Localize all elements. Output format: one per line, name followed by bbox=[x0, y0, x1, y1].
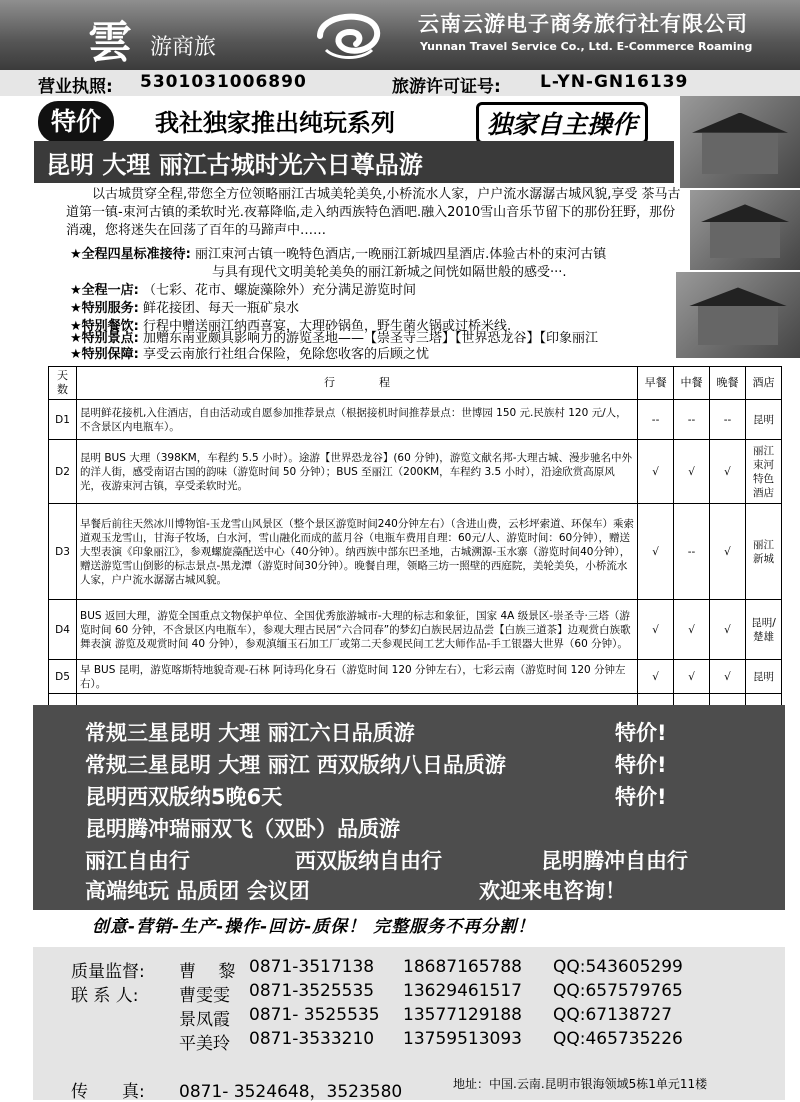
lunch-cell: √ bbox=[674, 600, 710, 660]
feature-label: ★特别保障: bbox=[70, 347, 139, 362]
series-heading: 我社独家推出纯玩系列 bbox=[155, 109, 395, 137]
promo-line: 欢迎来电咨询！ bbox=[479, 879, 626, 903]
contact-name: 曹 黎 bbox=[179, 962, 236, 982]
day-cell: D4 bbox=[49, 600, 77, 660]
travel-license-label: 旅游许可证号: bbox=[392, 77, 501, 97]
feature-text: 行程中赠送丽江纳西喜宴，大理砂锅鱼，野生菌火锅或过桥米线. bbox=[143, 319, 512, 334]
contact-name: 平美玲 bbox=[179, 1034, 230, 1054]
breakfast-cell: √ bbox=[638, 440, 674, 504]
feature-text: 加赠东南亚颇具影响力的游览圣地——【崇圣寺三塔】【世界恐龙谷】【印象丽江 bbox=[143, 331, 599, 346]
breakfast-cell: √ bbox=[638, 660, 674, 694]
feature-row bbox=[70, 282, 690, 300]
day-cell: D2 bbox=[49, 440, 77, 504]
feature-label: ★特别服务: bbox=[70, 301, 139, 316]
swirl-logo-icon bbox=[312, 6, 384, 62]
contact-qq: QQ:543605299 bbox=[553, 957, 683, 977]
contact-qq: QQ:657579765 bbox=[553, 981, 683, 1001]
business-license-label: 营业执照: bbox=[38, 77, 113, 97]
contact-name: 景凤霞 bbox=[179, 1010, 230, 1030]
service-slogan: 创意-营销-生产-操作-回访-质保！ 完整服务不再分割！ bbox=[92, 917, 536, 937]
lunch-cell: -- bbox=[674, 400, 710, 440]
promo-price-tag: 特价! bbox=[615, 785, 667, 809]
day-cell: D5 bbox=[49, 660, 77, 694]
lunch-cell: -- bbox=[674, 504, 710, 600]
feature-text: 享受云南旅行社组合保险，免除您收客的后顾之忧 bbox=[143, 347, 430, 362]
dinner-cell: √ bbox=[710, 440, 746, 504]
logo-character: 雲 bbox=[88, 17, 130, 68]
promo-line: 西双版纳自由行 bbox=[295, 849, 442, 873]
contact-block bbox=[33, 947, 785, 1100]
lunch-cell: √ bbox=[674, 440, 710, 504]
hotel-cell: 昆明 bbox=[745, 660, 781, 694]
feature-row bbox=[70, 300, 690, 318]
contact-phone: 0871- 3525535 bbox=[249, 1005, 380, 1025]
itinerary-cell: 昆明 BUS 大理（398KM，车程约 5.5 小时）。途游【世界恐龙谷】(60 分钟)，游览文献名邦-大理古城、漫步驰名中外的洋人街，感受南诏古国的韵味（游览时间 50 分钟）；BUS 至丽江（200KM，车程约 3.5 小时），沿途欣赏高原风光，夜游束河古镇，享受柔软时光。 bbox=[76, 440, 637, 504]
table-row bbox=[49, 440, 782, 504]
feature-row bbox=[70, 246, 690, 264]
address-line: 地址：中国.云南.昆明市银海领域5栋1单元11楼 bbox=[453, 1077, 708, 1091]
feature-row bbox=[212, 264, 682, 282]
day-cell: D1 bbox=[49, 400, 77, 440]
breakfast-cell: √ bbox=[638, 600, 674, 660]
header-banner bbox=[0, 0, 800, 70]
contact-qq: QQ:67138727 bbox=[553, 1005, 673, 1025]
exclusive-badge: 独家自主操作 bbox=[476, 102, 648, 144]
promo-line: 昆明西双版纳5晚6天 bbox=[85, 785, 283, 809]
company-name-cn: 云南云游电子商务旅行社有限公司 bbox=[418, 12, 748, 36]
table-row bbox=[49, 660, 782, 694]
header-day: 天数 bbox=[49, 367, 77, 400]
business-license-number: 5301031006890 bbox=[140, 72, 307, 92]
company-name-en: Yunnan Travel Service Co., Ltd. E-Commerce Roaming bbox=[420, 40, 753, 53]
lunch-cell: √ bbox=[674, 660, 710, 694]
promo-line: 昆明腾冲自由行 bbox=[541, 849, 688, 873]
feature-label: ★全程四星标准接待: bbox=[70, 247, 191, 262]
dinner-cell: √ bbox=[710, 504, 746, 600]
itinerary-cell: 早餐后前往天然冰川博物馆-玉龙雪山风景区（整个景区游览时间240分钟左右）（含进山费，云杉坪索道、环保车）乘索道观玉龙雪山，甘海子牧场，白水河，雪山融化而成的蓝月谷（电瓶车费用自理：60元/人、游览时间：60分钟），赠送大型表演《印象丽江》，参观螺旋藻配送中心（40分钟）。纳西族中部东巴圣地，古城溯源-玉水寨（游览时间40分钟），赠送游览雪山倒影的标志景点-黑龙潭（游览时间30分钟）。晚餐自理，领略三坊一照壁的西庭院，美轮美奂，小桥流水人家，户户流水潺潺古城风貌。 bbox=[76, 504, 637, 600]
hotel-cell: 昆明/楚雄 bbox=[745, 600, 781, 660]
contact-phone: 0871-3533210 bbox=[249, 1029, 375, 1049]
itinerary-table bbox=[48, 366, 782, 728]
feature-text: （七彩、花市、螺旋藻除外）充分满足游览时间 bbox=[143, 283, 417, 298]
promo-line: 昆明腾冲瑞丽双飞（双卧）品质游 bbox=[85, 817, 400, 841]
promo-line: 常规三星昆明 大理 丽江 西双版纳八日品质游 bbox=[85, 753, 506, 777]
promo-price-tag: 特价! bbox=[615, 753, 667, 777]
itinerary-cell: 早 BUS 昆明，游览喀斯特地貌奇观-石林 阿诗玛化身石（游览时间 120 分钟左右），七彩云南（游览时间 120 分钟左右）。 bbox=[76, 660, 637, 694]
tour-title: 昆明 大理 丽江古城时光六日尊品游 bbox=[46, 151, 423, 179]
day-cell: D3 bbox=[49, 504, 77, 600]
promo-line: 常规三星昆明 大理 丽江六日品质游 bbox=[85, 721, 415, 745]
header-hotel: 酒店 bbox=[745, 367, 781, 400]
fax-number: 0871- 3524648，3523580 bbox=[179, 1082, 403, 1102]
tour-title-bar bbox=[34, 141, 674, 183]
itinerary-cell: 昆明鲜花接机,入住酒店，自由活动或自愿参加推荐景点（根据接机时间推荐景点：世博园 150 元.民族村 120 元/人，不含景区内电瓶车）。 bbox=[76, 400, 637, 440]
contact-mobile: 13759513093 bbox=[403, 1029, 522, 1049]
pavilion-photo bbox=[690, 190, 800, 270]
contact-name: 曹雯雯 bbox=[179, 986, 230, 1006]
promo-price-tag: 特价! bbox=[615, 721, 667, 745]
contact-mobile: 13577129188 bbox=[403, 1005, 522, 1025]
hotel-cell: 昆明 bbox=[745, 400, 781, 440]
header-lunch: 中餐 bbox=[674, 367, 710, 400]
feature-text: 鲜花接团、每天一瓶矿泉水 bbox=[143, 301, 300, 316]
old-town-street-photo bbox=[680, 96, 800, 188]
feature-text: 丽江束河古镇一晚特色酒店,一晚丽江新城四星酒店.体验古朴的束河古镇 bbox=[195, 247, 607, 262]
promo-line: 丽江自由行 bbox=[85, 849, 190, 873]
table-row bbox=[49, 600, 782, 660]
table-header-row bbox=[49, 367, 782, 400]
table-row bbox=[49, 400, 782, 440]
feature-text: 与具有现代文明美轮美奂的丽江新城之间恍如隔世般的感受···. bbox=[212, 265, 567, 280]
logo-text: 游商旅 bbox=[150, 35, 217, 60]
travel-license-number: L-YN-GN16139 bbox=[540, 72, 689, 92]
contact-label: 联 系 人: bbox=[71, 986, 139, 1006]
feature-label: ★特别景点: bbox=[70, 331, 139, 346]
hotel-cell: 丽江新城 bbox=[745, 504, 781, 600]
breakfast-cell: √ bbox=[638, 504, 674, 600]
table-row bbox=[49, 504, 782, 600]
feature-row bbox=[70, 346, 690, 364]
feature-label: ★全程一店: bbox=[70, 283, 139, 298]
contact-mobile: 18687165788 bbox=[403, 957, 522, 977]
dinner-cell: -- bbox=[710, 400, 746, 440]
license-bar bbox=[0, 70, 800, 96]
contact-phone: 0871-3517138 bbox=[249, 957, 375, 977]
contact-phone: 0871-3525535 bbox=[249, 981, 375, 1001]
contact-qq: QQ:465735226 bbox=[553, 1029, 683, 1049]
fax-label: 传 真: bbox=[71, 1082, 145, 1102]
breakfast-cell: -- bbox=[638, 400, 674, 440]
header-itinerary: 行 程 bbox=[76, 367, 637, 400]
header-breakfast: 早餐 bbox=[638, 367, 674, 400]
feature-label: ★特别餐饮: bbox=[70, 319, 139, 334]
quality-label: 质量监督: bbox=[71, 962, 145, 982]
promo-line: 高端纯玩 品质团 会议团 bbox=[85, 879, 310, 903]
dinner-cell: √ bbox=[710, 660, 746, 694]
hotel-cell: 丽江束河特色酒店 bbox=[745, 440, 781, 504]
header-dinner: 晚餐 bbox=[710, 367, 746, 400]
intro-paragraph: 以古城贯穿全程,带您全方位领略丽江古城美轮美奂,小桥流水人家，户户流水潺潺古城风貌,享受 茶马古道第一镇-束河古镇的柔软时光.夜幕降临,走入纳西族特色酒吧.融入2010雪山音乐节留下的那份狂野，那份消魂，您将迷失在回荡了百年的马蹄声中…… bbox=[66, 187, 681, 238]
contact-mobile: 13629461517 bbox=[403, 981, 522, 1001]
dinner-cell: √ bbox=[710, 600, 746, 660]
promo-block bbox=[33, 705, 785, 910]
itinerary-cell: BUS 返回大理，游览全国重点文物保护单位、全国优秀旅游城市-大理的标志和象征，国家 4A 级景区-崇圣寺·三塔（游览时间 60 分钟，不含景区内电瓶车），参观大理古民居“六合同春”的梦幻白族民居边品尝【白族三道茶】边观赏白族歌舞表演 游览及观赏时间 40 分钟），参观滇缅玉石加工厂或第二天参观民间工艺大师作品-手工银器大世界（60 分钟）。 bbox=[76, 600, 637, 660]
special-price-badge: 特价 bbox=[38, 101, 114, 143]
